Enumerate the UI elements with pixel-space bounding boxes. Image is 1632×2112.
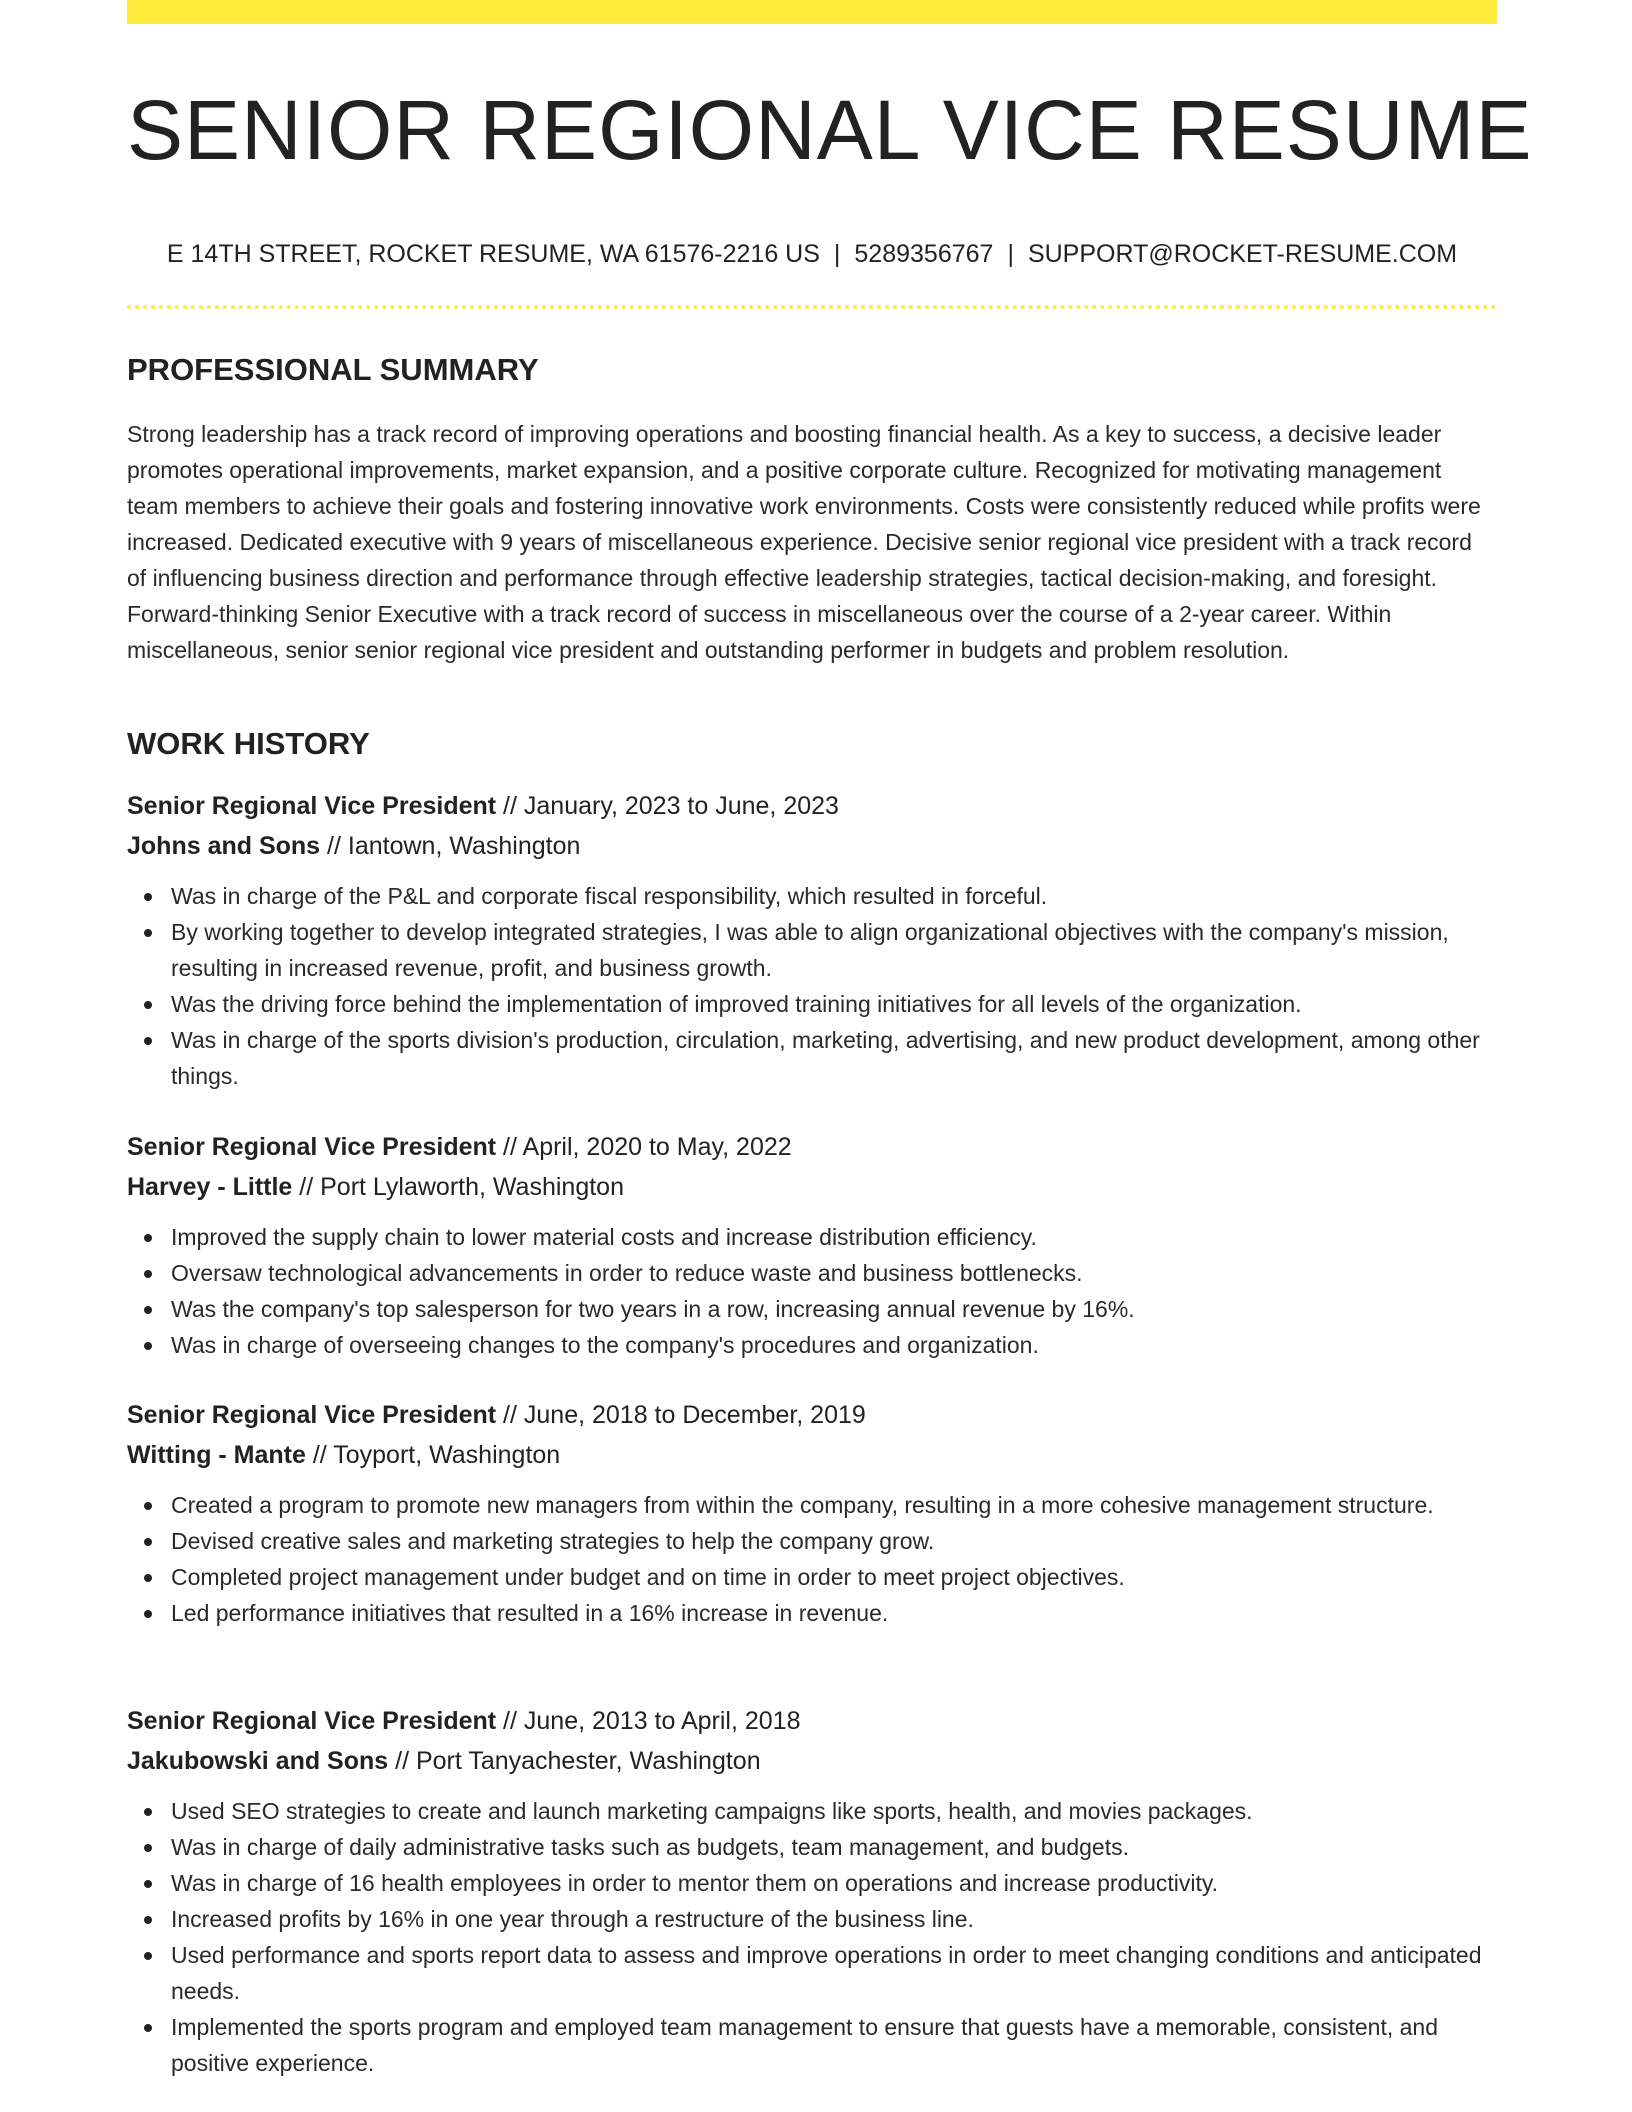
contact-separator: | [833,240,841,268]
job-dates: // January, 2023 to June, 2023 [496,792,839,820]
job-bullets [127,878,1497,1094]
job-dates: // June, 2018 to December, 2019 [496,1401,866,1429]
list-item: Oversaw technological advancements in order to reduce waste and business bottlenecks. [127,1255,1497,1291]
job-company: Witting - Mante [127,1441,306,1469]
phone: 5289356767 [854,240,994,268]
job-entry [127,1701,1497,2081]
list-item: Used performance and sports report data to assess and improve operations in order to meet changing conditions and anticipated needs. [127,1937,1497,2009]
job-location: // Port Lylaworth, Washington [292,1173,624,1201]
list-item: Was in charge of daily administrative tasks such as budgets, team management, and budgets. [127,1829,1497,1865]
job-location: // Toyport, Washington [305,1441,561,1469]
job-title-line [127,786,1497,826]
dotted-divider [127,305,1497,309]
job-title-line [127,1127,1497,1167]
list-item: Was in charge of overseeing changes to the company's procedures and organization. [127,1327,1497,1363]
list-item: Implemented the sports program and employed team management to ensure that guests have a memorable, consistent, and positive experience. [127,2009,1497,2081]
list-item: Was the company's top salesperson for two years in a row, increasing annual revenue by 16%. [127,1291,1497,1327]
job-title-line [127,1701,1497,1741]
job-entry [127,1395,1497,1631]
list-item: Was in charge of the P&L and corporate fiscal responsibility, which resulted in forceful. [127,878,1497,914]
address: E 14TH STREET, ROCKET RESUME, WA 61576-2216 US [166,240,820,268]
job-title: Senior Regional Vice President [127,1401,497,1429]
work-history-heading: WORK HISTORY [127,726,370,761]
job-title-line [127,1395,1497,1435]
list-item: Increased profits by 16% in one year through a restructure of the business line. [127,1901,1497,1937]
list-item: Was in charge of 16 health employees in order to mentor them on operations and increase productivity. [127,1865,1497,1901]
job-dates: // June, 2013 to April, 2018 [496,1707,801,1735]
accent-bar [127,0,1497,24]
email-link[interactable]: SUPPORT@ROCKET-RESUME.COM [1027,240,1458,268]
job-dates: // April, 2020 to May, 2022 [496,1133,792,1161]
job-bullets [127,1793,1497,2081]
list-item: Created a program to promote new managers from within the company, resulting in a more cohesive management structure. [127,1487,1497,1523]
list-item: Used SEO strategies to create and launch marketing campaigns like sports, health, and movies packages. [127,1793,1497,1829]
job-company-line [127,826,1497,866]
job-company-line [127,1741,1497,1781]
job-location: // Iantown, Washington [320,832,581,860]
job-entry [127,1127,1497,1363]
job-company: Harvey - Little [127,1173,293,1201]
contact-line [127,236,1497,272]
job-location: // Port Tanyachester, Washington [388,1747,761,1775]
list-item: Completed project management under budget and on time in order to meet project objectives. [127,1559,1497,1595]
summary-text: Strong leadership has a track record of improving operations and boosting financial health. As a key to success, a decisive leader promotes operational improvements, market expansion, and a positive corporate culture. Recognized for motivating management team members to achieve their goals and fostering innovative work environments. Costs were consistently reduced while profits were increased. Dedicated executive with 9 years of miscellaneous experience. Decisive senior regional vice president with a track record of influencing business direction and performance through effective leadership strategies, tactical decision-making, and foresight. Forward-thinking Senior Executive with a track record of success in miscellaneous over the course of a 2-year career. Within miscellaneous, senior senior regional vice president and outstanding performer in budgets and problem resolution. [127,421,1481,663]
job-company: Jakubowski and Sons [127,1747,389,1775]
list-item: Was the driving force behind the implementation of improved training initiatives for all levels of the organization. [127,986,1497,1022]
job-bullets [127,1219,1497,1363]
job-entry [127,786,1497,1094]
job-company: Johns and Sons [127,832,321,860]
summary-heading: PROFESSIONAL SUMMARY [127,352,539,387]
job-title: Senior Regional Vice President [127,1133,497,1161]
contact-separator: | [1007,240,1014,268]
list-item: By working together to develop integrated strategies, I was able to align organizational objectives with the company's mission, resulting in increased revenue, profit, and business growth. [127,914,1497,986]
resume-title: SENIOR REGIONAL VICE RESUME [127,83,1533,177]
list-item: Was in charge of the sports division's production, circulation, marketing, advertising, and new product development, among other things. [127,1022,1497,1094]
job-company-line [127,1435,1497,1475]
job-title: Senior Regional Vice President [127,792,497,820]
resume-page [127,0,1533,2112]
job-company-line [127,1167,1497,1207]
job-bullets [127,1487,1497,1631]
job-title: Senior Regional Vice President [127,1707,497,1735]
list-item: Improved the supply chain to lower material costs and increase distribution efficiency. [127,1219,1497,1255]
list-item: Devised creative sales and marketing strategies to help the company grow. [127,1523,1497,1559]
list-item: Led performance initiatives that resulted in a 16% increase in revenue. [127,1595,1497,1631]
